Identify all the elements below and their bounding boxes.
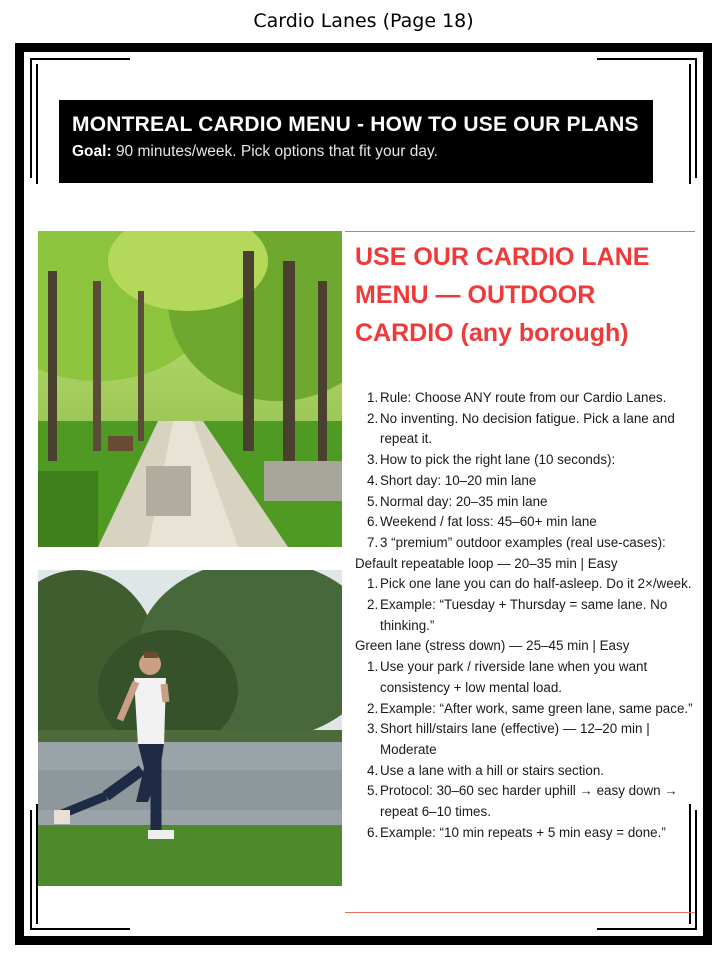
list-item-number: 5. <box>367 493 379 509</box>
bottom-rule <box>345 912 695 913</box>
deco-line <box>30 928 130 930</box>
header-title: MONTREAL CARDIO MENU - HOW TO USE OUR PLANS <box>72 113 639 136</box>
list-item <box>355 574 695 595</box>
goal-label: Goal: <box>72 143 112 160</box>
list-item <box>355 823 695 844</box>
goal-text: 90 minutes/week. Pick options that fit your day. <box>115 143 438 160</box>
list-item-text: Example: “After work, same green lane, same pace.” <box>380 700 693 716</box>
list-item <box>355 512 695 533</box>
deco-line <box>36 64 38 184</box>
list-item <box>355 409 695 450</box>
header-goal <box>72 143 438 161</box>
list-item-text: Normal day: 20–35 min lane <box>380 493 548 509</box>
list-item-number: 2. <box>367 410 379 426</box>
runner-by-lake-photo <box>38 570 342 886</box>
list-item-number: 3. <box>367 721 379 737</box>
list-item <box>355 533 695 554</box>
block-heading: Green lane (stress down) — 25–45 min | Easy <box>355 638 630 654</box>
list-item <box>355 471 695 492</box>
list-item-text: Short hill/stairs lane (effective) — 12–20 min | Moderate <box>380 721 650 757</box>
deco-line <box>597 58 697 60</box>
list-item-text: Weekend / fat loss: 45–60+ min lane <box>380 514 597 530</box>
list-item-text: How to pick the right lane (10 seconds): <box>380 452 616 468</box>
deco-line <box>597 928 697 930</box>
list-item-text: Example: “Tuesday + Thursday = same lane. No thinking.” <box>380 597 668 633</box>
list-item-number: 1. <box>367 659 379 675</box>
list-item <box>355 719 695 760</box>
list-item-number: 6. <box>367 824 379 840</box>
list-item-text: Example: “10 min repeats + 5 min easy = done.” <box>380 824 666 840</box>
list-item-number: 3. <box>367 452 379 468</box>
top-rule <box>345 231 695 232</box>
deco-line <box>695 58 697 178</box>
list-item <box>355 699 695 720</box>
list-item <box>355 595 695 636</box>
section-title: USE OUR CARDIO LANE MENU — OUTDOOR CARDIO (any borough) <box>355 243 650 347</box>
list-item <box>355 388 695 409</box>
list-item-number: 1. <box>367 576 379 592</box>
list-item <box>355 450 695 471</box>
list-item <box>355 761 695 782</box>
park-path-photo <box>38 231 342 547</box>
list-item-number: 2. <box>367 597 379 613</box>
list-item-number: 7. <box>367 534 379 550</box>
list-item-text: Protocol: 30–60 sec harder uphill → easy down → repeat 6–10 times. <box>380 783 678 820</box>
deco-line <box>695 810 697 930</box>
list-item-text: No inventing. No decision fatigue. Pick a lane and repeat it. <box>380 410 675 447</box>
list-item-number: 5. <box>367 783 379 799</box>
list-item-number: 4. <box>367 472 379 488</box>
list-item-number: 2. <box>367 700 379 716</box>
list-item-number: 4. <box>367 762 379 778</box>
list-item-number: 6. <box>367 514 379 530</box>
deco-line <box>30 810 32 930</box>
deco-line <box>30 58 130 60</box>
list-item-text: Use a lane with a hill or stairs section. <box>380 762 605 778</box>
list-item <box>355 492 695 513</box>
list-item-text: Rule: Choose ANY route from our Cardio Lanes. <box>380 390 667 405</box>
list-item-text: Use your park / riverside lane when you want consistency + low mental load. <box>380 659 648 695</box>
list-item-text: Short day: 10–20 min lane <box>380 472 537 488</box>
block-heading: Default repeatable loop — 20–35 min | Easy <box>355 555 618 571</box>
list-item <box>355 657 695 698</box>
body-text <box>355 388 695 843</box>
list-item-text: 3 “premium” outdoor examples (real use-cases): <box>380 534 666 550</box>
list-item-text: Pick one lane you can do half-asleep. Do it 2×/week. <box>380 576 692 592</box>
page-caption: Cardio Lanes (Page 18) <box>253 10 474 32</box>
deco-line <box>30 58 32 178</box>
list-item <box>355 781 695 822</box>
deco-line <box>689 64 691 184</box>
list-item-number: 1. <box>367 390 379 405</box>
header-banner <box>59 100 653 183</box>
